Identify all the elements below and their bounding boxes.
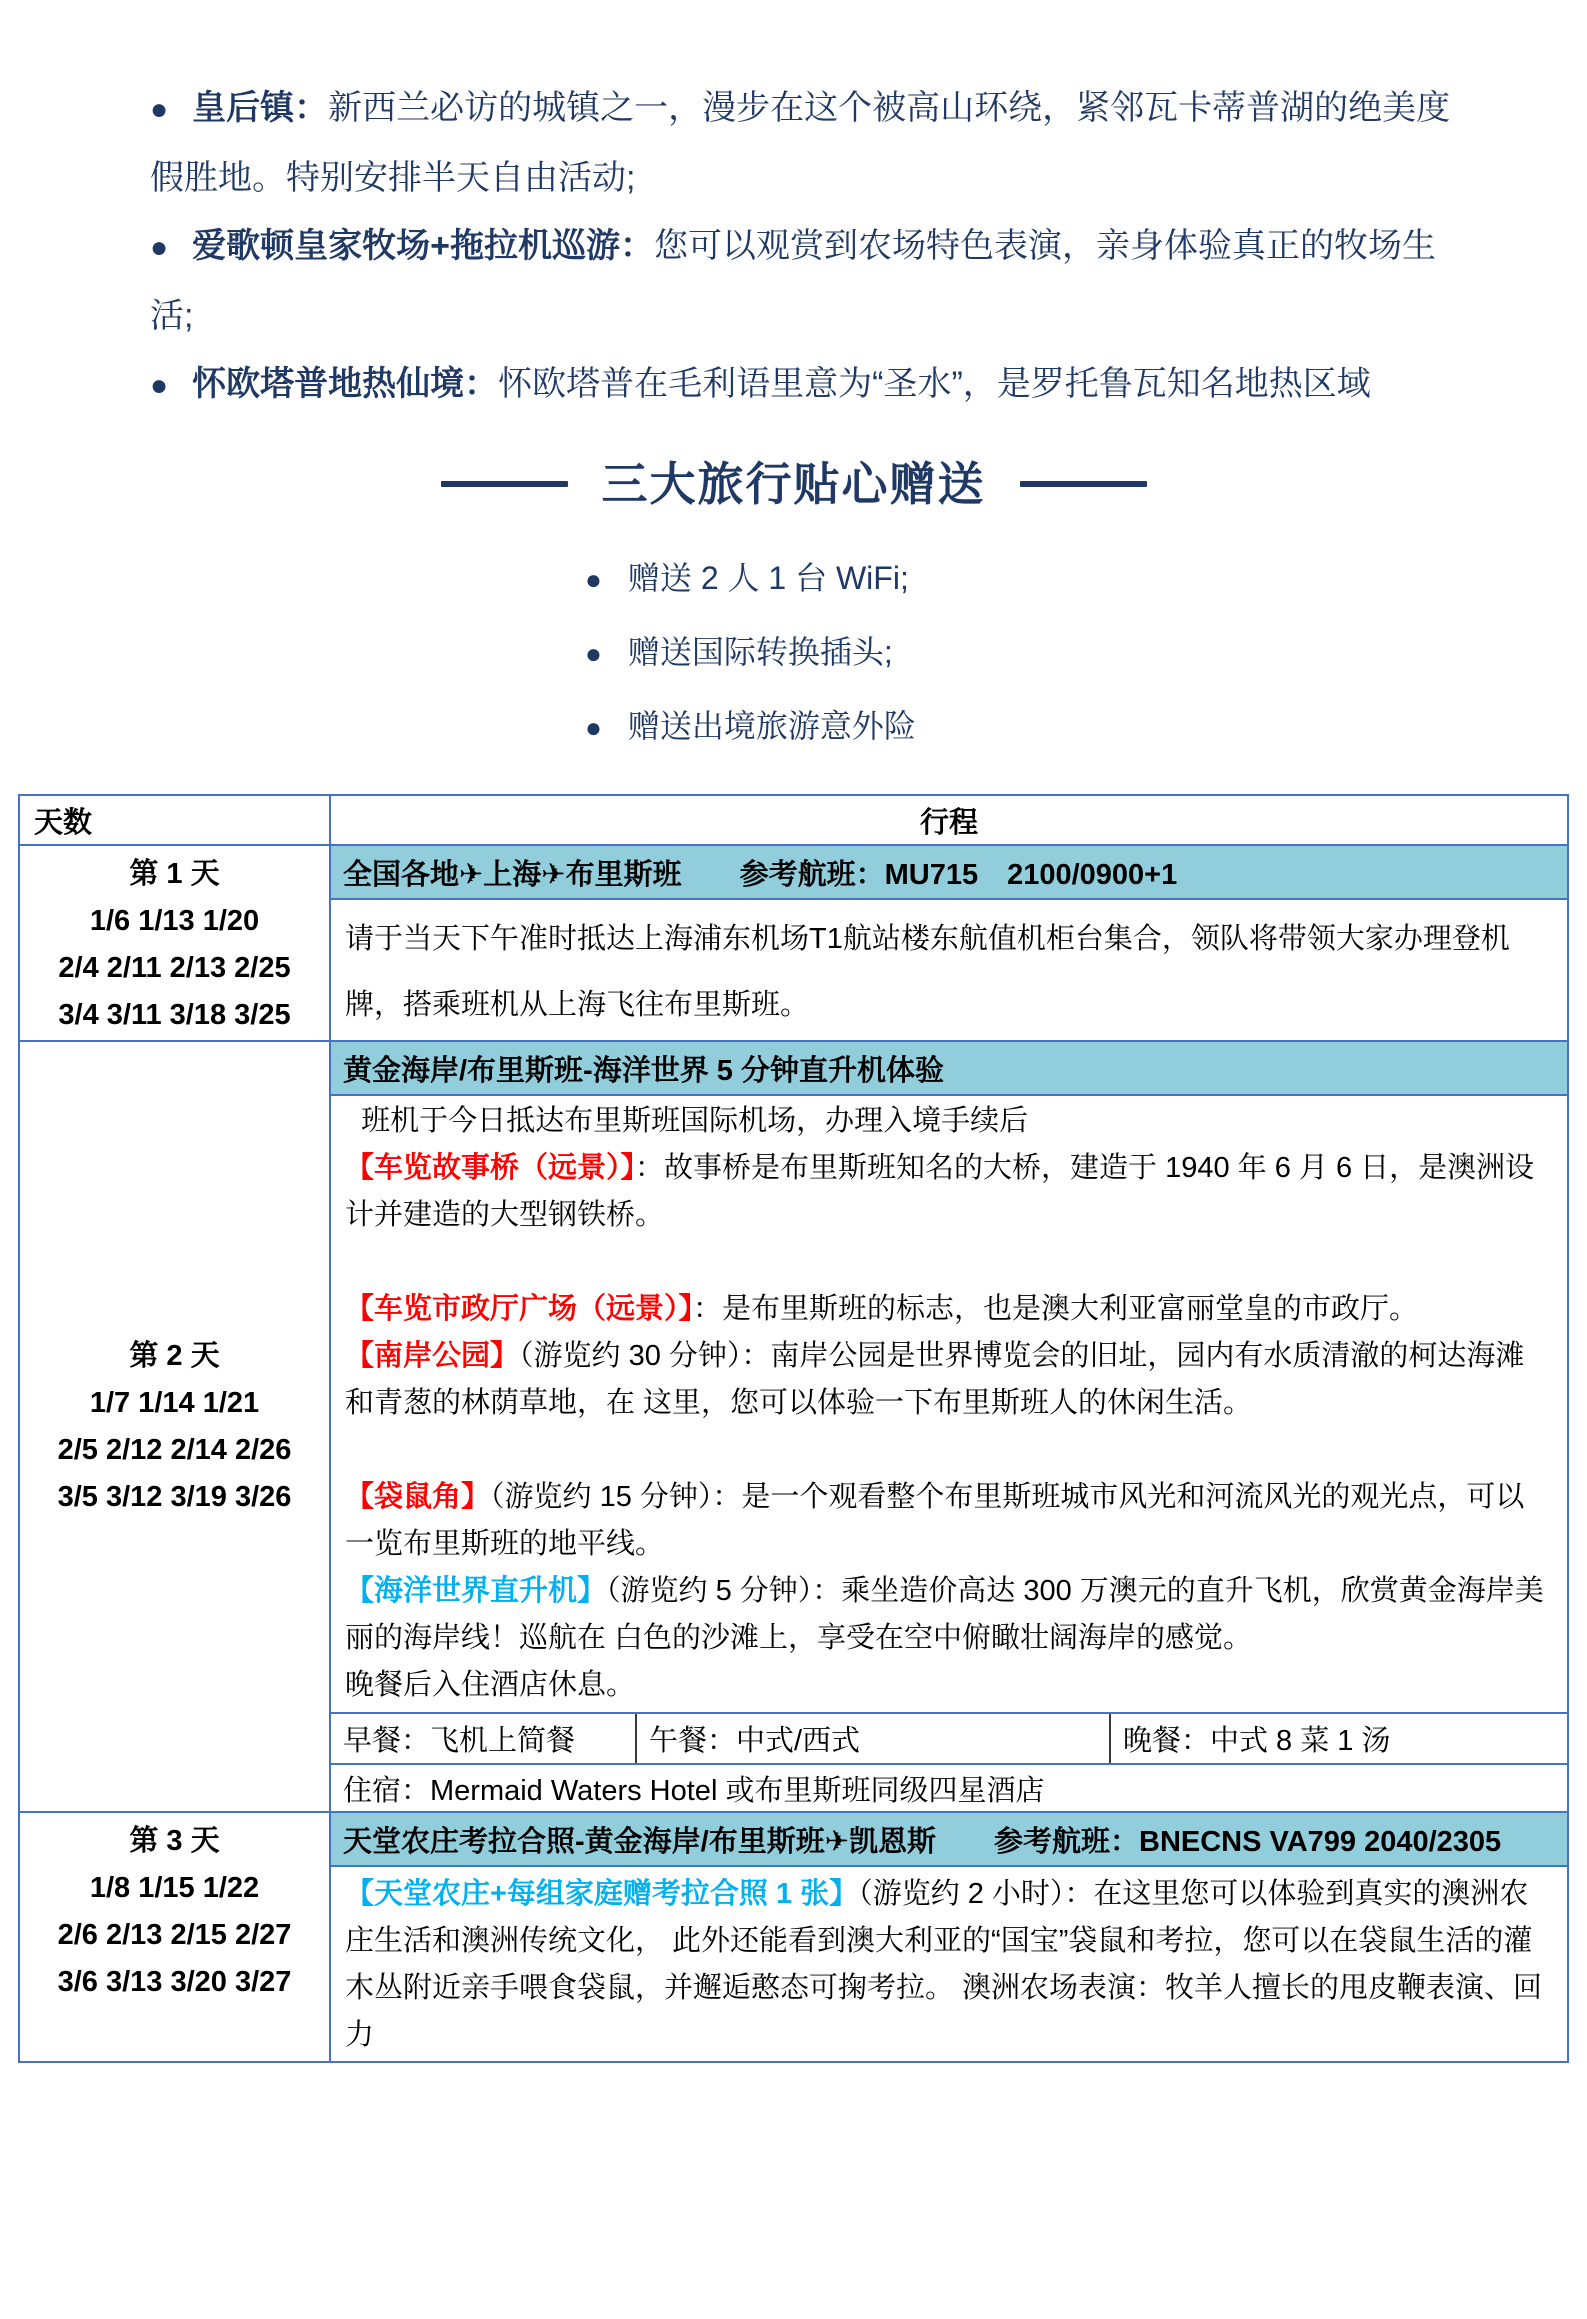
day2-days-cell [20, 1042, 331, 1811]
date-line: 1/6 1/13 1/20 [89, 905, 260, 937]
highlight-item [150, 74, 1472, 212]
itinerary-paragraph [345, 1333, 1553, 1427]
day2-meals-row [331, 1712, 1567, 1763]
itinerary-paragraph [345, 1098, 1553, 1145]
day3-days-cell [20, 1813, 331, 2061]
description-text: （游览约 15 分钟）：是一个观看整个布里斯班城市风光和河流风光的观光点，可以一览布里斯班的地平线。 [345, 1481, 1525, 1560]
day3-title: 第 3 天 [129, 1825, 220, 1857]
date-line: 2/6 2/13 2/15 2/27 [57, 1919, 292, 1951]
highlight-item [150, 350, 1472, 420]
day1-itinerary-cell [331, 846, 1567, 1040]
table-header-row [20, 796, 1567, 844]
itinerary-table [18, 794, 1569, 2063]
attraction-name: 【南岸公园】 [345, 1340, 520, 1372]
gifts-list [585, 542, 1587, 764]
day2-title: 第 2 天 [129, 1339, 220, 1372]
day2-header-bar [331, 1042, 1567, 1096]
gift-text: 赠送国际转换插头; [627, 634, 893, 670]
bullet-icon: ● [150, 231, 169, 264]
bullet-icon: ● [150, 93, 169, 126]
description-text: （游览约 2 小时）：在这里您可以体验到真实的澳洲农庄生活和澳洲传统文化， 此外还能看到澳大利亚的“国宝”袋鼠和考拉，您可以在袋鼠生活的灌木丛附近亲手喂食袋鼠，并邂逅憨态可掬考拉。 澳洲农场表演：牧羊人擅长的甩皮鞭表演、回力 [345, 1878, 1543, 2051]
highlight-description: 新西兰必访的城镇之一，漫步在这个被高山环绕，紧邻瓦卡蒂普湖的绝美度假胜地。特别安排半天自由活动; [150, 89, 1451, 197]
day3-flight-info: 参考航班：BNECNS VA799 2040/2305 [994, 1825, 1502, 1858]
day1-header-bar [331, 846, 1567, 900]
attraction-name: 【海洋世界直升机】 [345, 1575, 607, 1607]
date-line: 3/4 3/11 3/18 3/25 [58, 999, 291, 1031]
description-text: 晚餐后入住酒店休息。 [345, 1669, 636, 1701]
itinerary-paragraph [345, 1239, 1553, 1286]
itinerary-paragraph [345, 906, 1553, 1038]
bullet-icon: ● [585, 712, 602, 743]
description-text: ：是布里斯班的标志，也是澳大利亚富丽堂皇的市政厅。 [693, 1293, 1419, 1325]
gifts-section-heading [0, 456, 1587, 512]
day1-title: 第 1 天 [129, 858, 220, 890]
description-text: （游览约 5 分钟）：乘坐造价高达 300 万澳元的直升飞机，欣赏黄金海岸美丽的海岸线！巡航在 白色的沙滩上，享受在空中俯瞰壮阔海岸的感觉。 [345, 1575, 1544, 1654]
attraction-name: 【袋鼠角】 [345, 1481, 491, 1513]
attraction-name: 【天堂农庄+每组家庭赠考拉合照 1 张】 [345, 1878, 859, 1910]
date-line: 3/5 3/12 3/19 3/26 [57, 1480, 292, 1513]
description-text: 班机于今日抵达布里斯班国际机场，办理入境手续后 [345, 1105, 1029, 1137]
day1-route: 全国各地✈上海✈布里斯班 [343, 858, 682, 891]
day1-description [331, 900, 1567, 1040]
day1-dates [58, 898, 290, 1039]
date-line: 1/8 1/15 1/22 [89, 1872, 260, 1904]
itinerary-paragraph [345, 1568, 1553, 1662]
itinerary-paragraph [345, 1286, 1553, 1333]
date-line: 2/4 2/11 2/13 2/25 [58, 952, 291, 984]
table-row-day1 [20, 844, 1567, 1040]
heading-dash-left [441, 481, 568, 487]
day2-dinner: 晚餐：中式 8 菜 1 汤 [1109, 1714, 1567, 1763]
day1-days-cell [20, 846, 331, 1040]
day2-lunch: 午餐：中式/西式 [635, 1714, 1109, 1763]
description-text: ：故事桥是布里斯班知名的大桥，建造于 1940 年 6 月 6 日，是澳洲设计并建造的大型钢铁桥。 [345, 1152, 1535, 1231]
itinerary-paragraph [345, 1427, 1553, 1474]
table-row-day2 [20, 1040, 1567, 1811]
date-line: 2/5 2/12 2/14 2/26 [57, 1433, 292, 1466]
itinerary-paragraph [345, 1145, 1553, 1239]
bullet-icon: ● [150, 369, 169, 402]
day3-dates [58, 1865, 292, 2006]
date-line: 1/7 1/14 1/21 [89, 1386, 260, 1419]
gift-item [585, 616, 1587, 690]
day2-hotel: 住宿：Mermaid Waters Hotel 或布里斯班同级四星酒店 [331, 1763, 1567, 1811]
bullet-icon: ● [585, 564, 602, 595]
description-text: （游览约 30 分钟）：南岸公园是世界博览会的旧址，园内有水质清澈的柯达海滩和青葱的林荫草地，在 这里，您可以体验一下布里斯班人的休闲生活。 [345, 1340, 1525, 1419]
gift-text: 赠送出境旅游意外险 [627, 708, 916, 744]
table-header-days: 天数 [20, 796, 331, 844]
day2-breakfast: 早餐：飞机上简餐 [343, 1725, 576, 1757]
highlight-label: 怀欧塔普地热仙境： [192, 365, 499, 403]
highlight-label: 爱歌顿皇家牧场+拖拉机巡游： [192, 227, 654, 265]
trip-highlights-list [150, 74, 1472, 420]
day2-route: 黄金海岸/布里斯班-海洋世界 5 分钟直升机体验 [343, 1054, 944, 1087]
highlight-item [150, 212, 1472, 350]
day3-itinerary-cell [331, 1813, 1567, 2061]
table-row-day3 [20, 1811, 1567, 2061]
gift-item [585, 542, 1587, 616]
gift-text: 赠送 2 人 1 台 WiFi; [627, 560, 909, 596]
day1-flight-info: 参考航班：MU715 2100/0900+1 [739, 858, 1178, 891]
bullet-icon: ● [585, 638, 602, 669]
day2-description [331, 1096, 1567, 1712]
day3-description [331, 1867, 1567, 2061]
highlight-description: 您可以观赏到农场特色表演，亲身体验真正的牧场生活; [150, 227, 1436, 335]
attraction-name: 【车览市政厅广场（远景）】 [345, 1293, 694, 1325]
table-header-itinerary: 行程 [919, 806, 978, 839]
itinerary-paragraph [345, 1474, 1553, 1568]
gifts-section-title: 三大旅行贴心赠送 [601, 458, 986, 510]
gift-item [585, 690, 1587, 764]
day3-header-bar [331, 1813, 1567, 1867]
heading-dash-right [1020, 481, 1147, 487]
day3-route: 天堂农庄考拉合照-黄金海岸/布里斯班✈凯恩斯 [343, 1825, 937, 1858]
description-text: 请于当天下午准时抵达上海浦东机场T1航站楼东航值机柜台集合，领队将带领大家办理登机牌，搭乘班机从上海飞往布里斯班。 [345, 923, 1510, 1021]
attraction-name: 【车览故事桥（远景）】 [345, 1152, 636, 1184]
itinerary-paragraph [345, 1662, 1553, 1709]
day2-itinerary-cell [331, 1042, 1567, 1811]
itinerary-paragraph [345, 1871, 1553, 2059]
date-line: 3/6 3/13 3/20 3/27 [57, 1966, 292, 1998]
highlight-label: 皇后镇： [192, 89, 329, 127]
day2-dates [58, 1380, 292, 1521]
highlight-description: 怀欧塔普在毛利语里意为“圣水”，是罗托鲁瓦知名地热区域 [498, 365, 1371, 403]
